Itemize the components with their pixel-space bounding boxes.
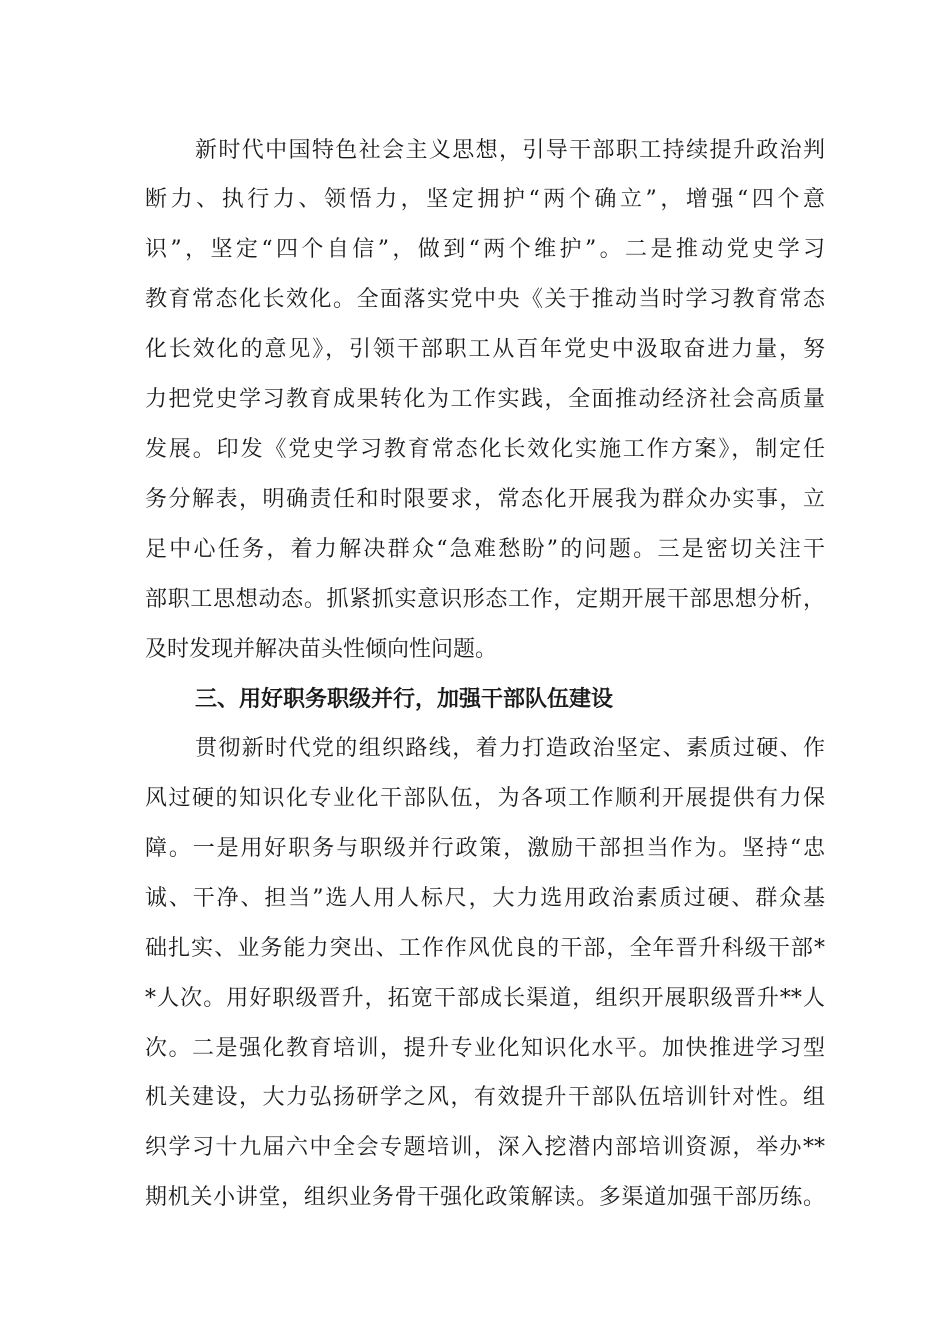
- paragraph-line: 化长效化的意见》，引领干部职工从百年党史中汲取奋进力量，努: [145, 337, 825, 362]
- paragraph-line: 力把党史学习教育成果转化为工作实践，全面推动经济社会高质量: [145, 387, 825, 412]
- paragraph-line: 诚、干净、担当”选人用人标尺，大力选用政治素质过硬、群众基: [145, 886, 825, 911]
- paragraph-line: 机关建设，大力弘扬研学之风，有效提升干部队伍培训针对性。组: [145, 1085, 825, 1110]
- paragraph-line: 足中心任务，着力解决群众“急难愁盼”的问题。三是密切关注干: [145, 537, 825, 562]
- paragraph-line: 发展。印发《党史学习教育常态化长效化实施工作方案》，制定任: [145, 437, 825, 462]
- paragraph-line: 障。一是用好职务与职级并行政策，激励干部担当作为。坚持“忠: [145, 836, 825, 861]
- paragraph-line: 础扎实、业务能力突出、工作作风优良的干部，全年晋升科级干部*: [145, 936, 825, 961]
- paragraph-line: 部职工思想动态。抓紧抓实意识形态工作，定期开展干部思想分析，: [145, 587, 825, 612]
- paragraph-line: 断力、执行力、领悟力，坚定拥护“两个确立”，增强“四个意: [145, 187, 825, 212]
- paragraph-line: 风过硬的知识化专业化干部队伍，为各项工作顺利开展提供有力保: [145, 786, 825, 811]
- paragraph-line: 识”，坚定“四个自信”，做到“两个维护”。二是推动党史学习: [145, 237, 825, 262]
- paragraph-line: 及时发现并解决苗头性倾向性问题。: [145, 637, 498, 662]
- paragraph-line: 织学习十九届六中全会专题培训，深入挖潜内部培训资源，举办**: [145, 1135, 825, 1160]
- paragraph-line: 教育常态化长效化。全面落实党中央《关于推动当时学习教育常态: [145, 287, 825, 312]
- paragraph-line: *人次。用好职级晋升，拓宽干部成长渠道，组织开展职级晋升**人: [145, 986, 825, 1011]
- paragraph-line: 次。二是强化教育培训，提升专业化知识化水平。加快推进学习型: [145, 1036, 825, 1061]
- paragraph-line: 期机关小讲堂，组织业务骨干强化政策解读。多渠道加强干部历练。: [145, 1185, 825, 1210]
- section-heading: 三、用好职务职级并行，加强干部队伍建设: [195, 687, 614, 712]
- paragraph-line: 贯彻新时代党的组织路线，着力打造政治坚定、素质过硬、作: [195, 736, 825, 761]
- paragraph-line: 务分解表，明确责任和时限要求，常态化开展我为群众办实事，立: [145, 487, 825, 512]
- paragraph-line: 新时代中国特色社会主义思想，引导干部职工持续提升政治判: [195, 138, 825, 163]
